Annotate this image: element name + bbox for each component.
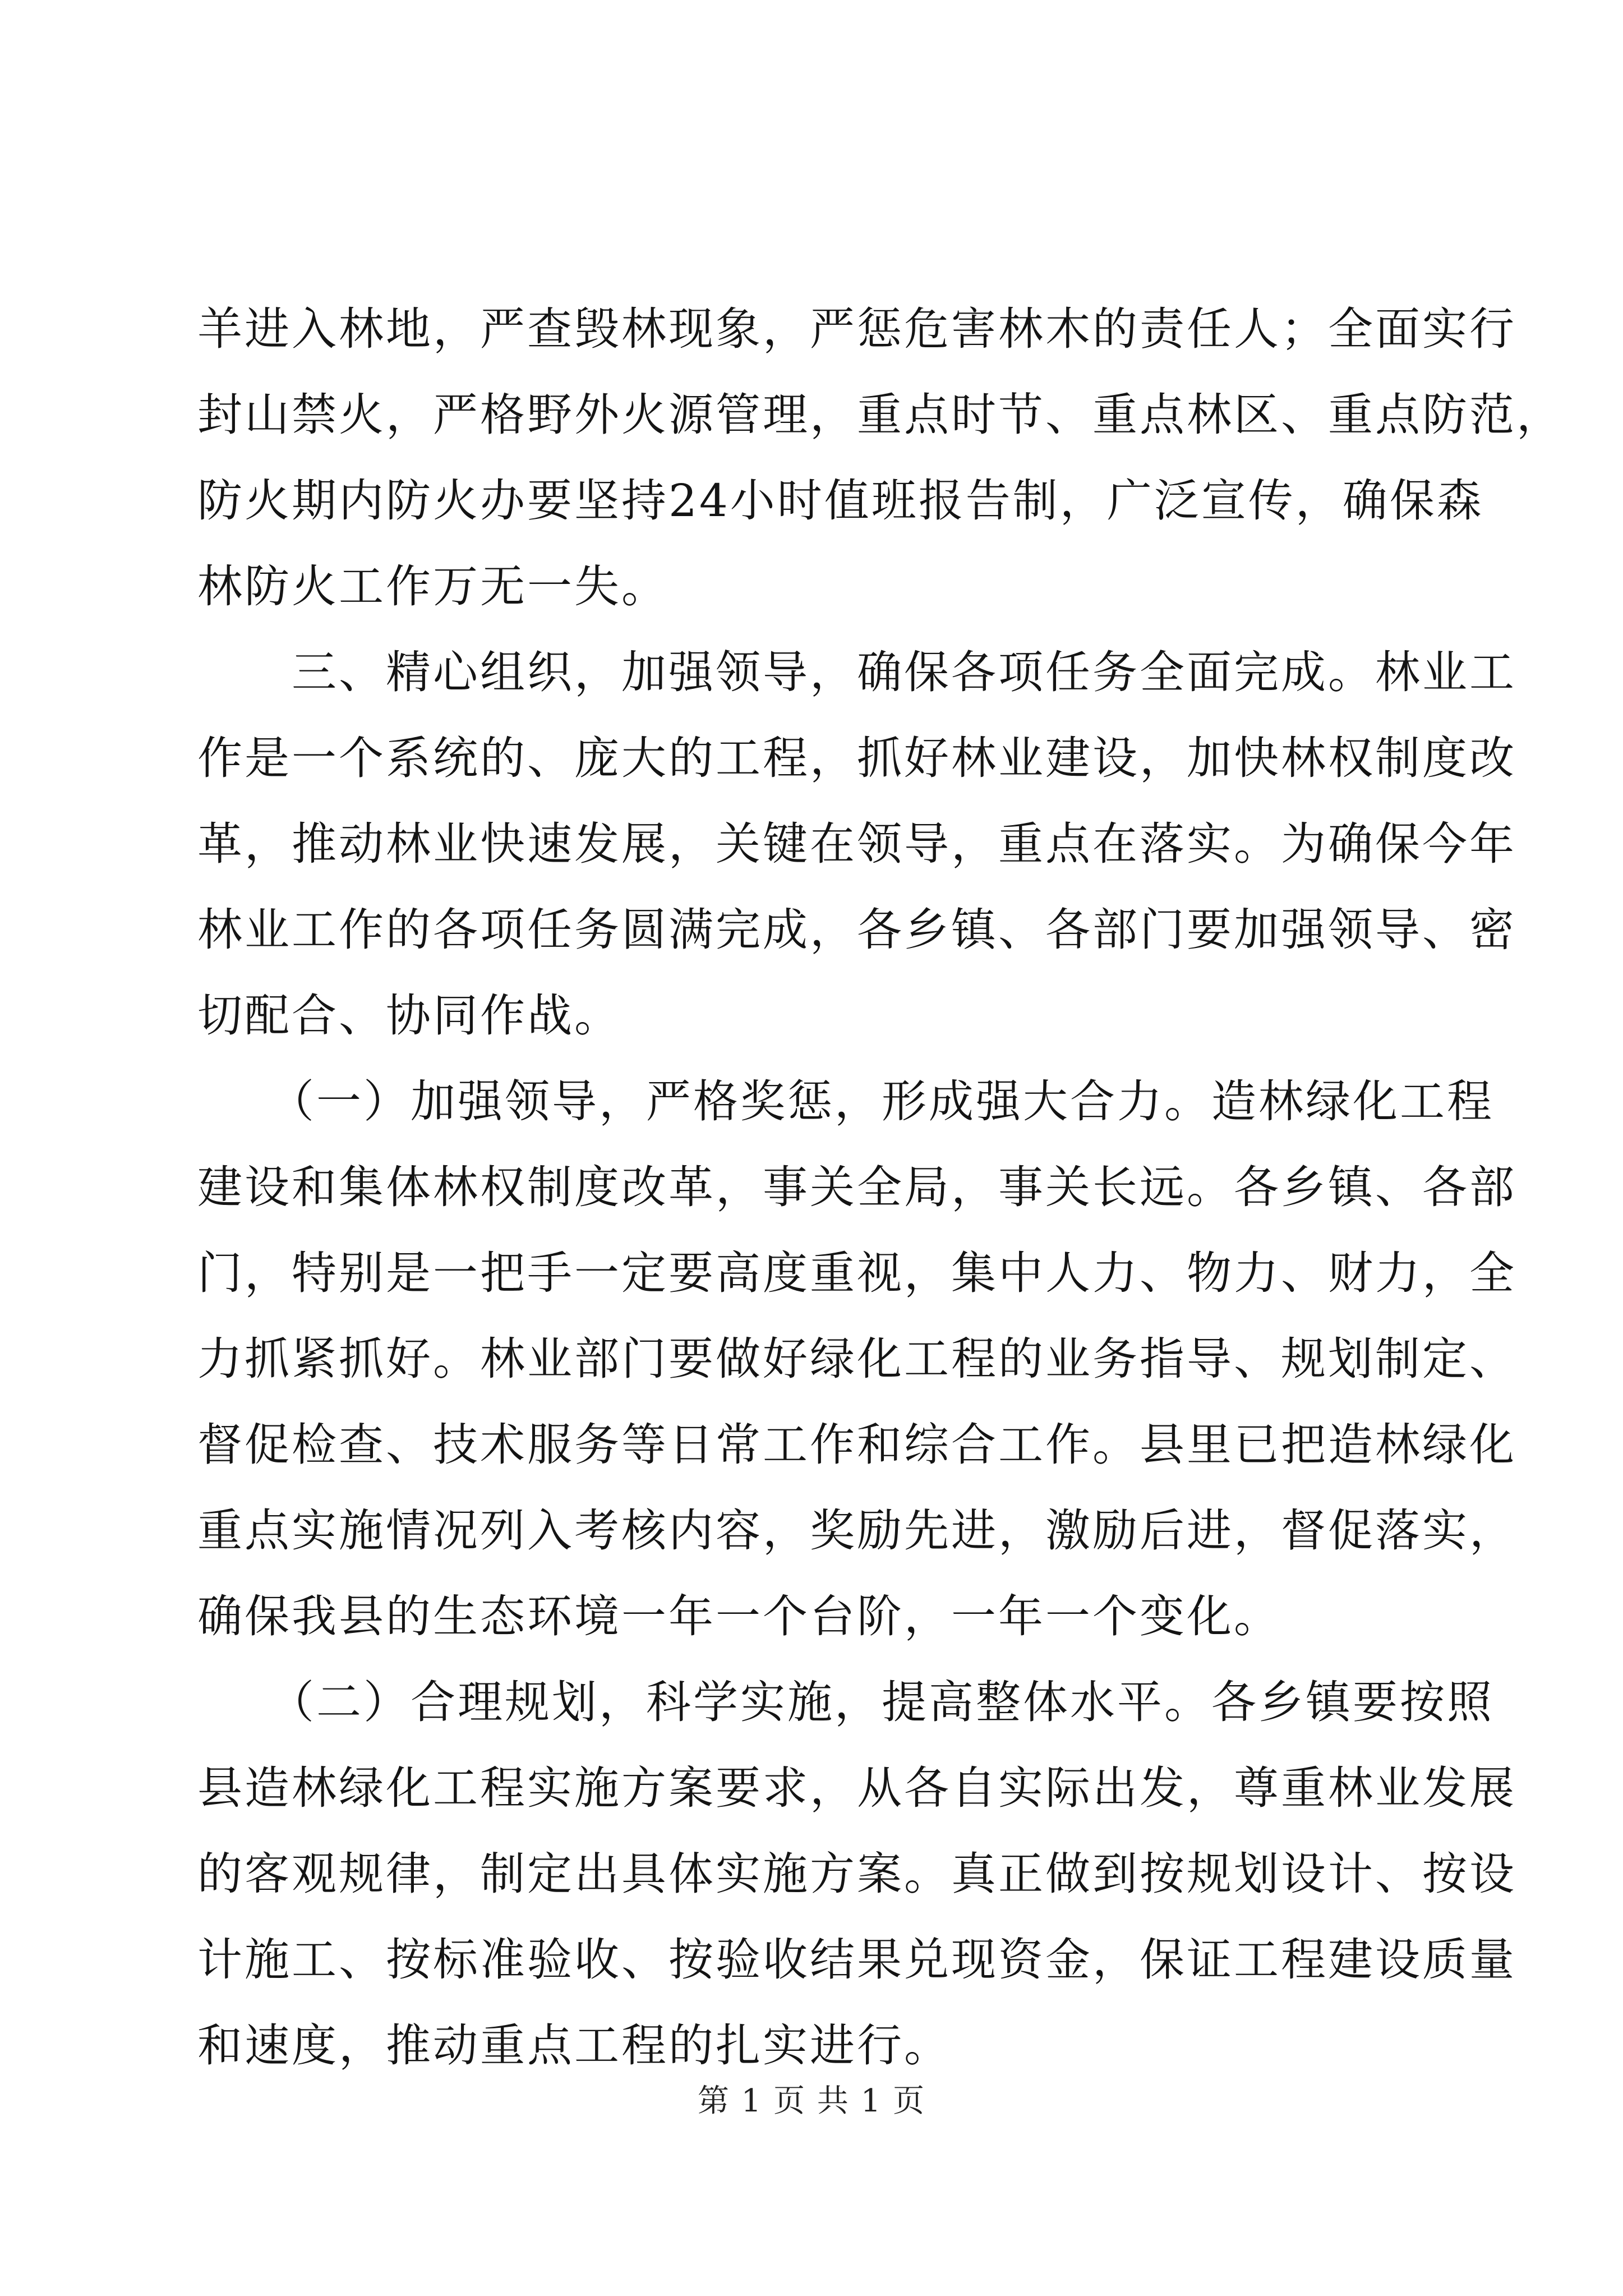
section-heading-line: 三、精心组织，加强领导，确保各项任务全面完成。林业工 xyxy=(197,646,1516,698)
text-line: 督促检查、技术服务等日常工作和综合工作。县里已把造林绿化 xyxy=(197,1419,1516,1471)
text-line: 林业工作的各项任务圆满完成，各乡镇、各部门要加强领导、密 xyxy=(197,904,1516,956)
page-number-footer: 第 1 页 共 1 页 xyxy=(697,2083,926,2119)
text-line: 确保我县的生态环境一年一个台阶，一年一个变化。 xyxy=(197,1590,1281,1642)
document-body xyxy=(197,286,1564,2088)
text-line: 作是一个系统的、庞大的工程，抓好林业建设，加快林权制度改 xyxy=(197,732,1516,784)
text-line: 门，特别是一把手一定要高度重视，集中人力、物力、财力，全 xyxy=(197,1247,1516,1299)
text-line: 重点实施情况列入考核内容，奖励先进，激励后进，督促落实， xyxy=(197,1504,1516,1557)
text-line: 封山禁火，严格野外火源管理，重点时节、重点林区、重点防范， xyxy=(197,389,1564,441)
text-line: 革，推动林业快速发展，关键在领导，重点在落实。为确保今年 xyxy=(197,818,1516,870)
text-line: 羊进入林地，严查毁林现象，严惩危害林木的责任人；全面实行 xyxy=(197,303,1516,355)
text-line: 和速度，推动重点工程的扎实进行。 xyxy=(197,2019,951,2072)
text-line: 的客观规律，制定出具体实施方案。真正做到按规划设计、按设 xyxy=(197,1848,1516,1900)
text-line: 建设和集体林权制度改革，事关全局，事关长远。各乡镇、各部 xyxy=(197,1161,1516,1213)
text-line: 计施工、按标准验收、按验收结果兑现资金，保证工程建设质量 xyxy=(197,1934,1516,1986)
subsection-heading-line: （二）合理规划，科学实施，提高整体水平。各乡镇要按照 xyxy=(197,1676,1494,1728)
subsection-heading-line: （一）加强领导，严格奖惩，形成强大合力。造林绿化工程 xyxy=(197,1075,1494,1128)
text-line: 力抓紧抓好。林业部门要做好绿化工程的业务指导、规划制定、 xyxy=(197,1333,1516,1385)
text-line: 切配合、协同作战。 xyxy=(197,990,621,1042)
text-line: 防火期内防火办要坚持24小时值班报告制，广泛宣传，确保森 xyxy=(197,475,1484,527)
text-line: 县造林绿化工程实施方案要求，从各自实际出发，尊重林业发展 xyxy=(197,1762,1516,1814)
text-line: 林防火工作万无一失。 xyxy=(197,560,668,613)
